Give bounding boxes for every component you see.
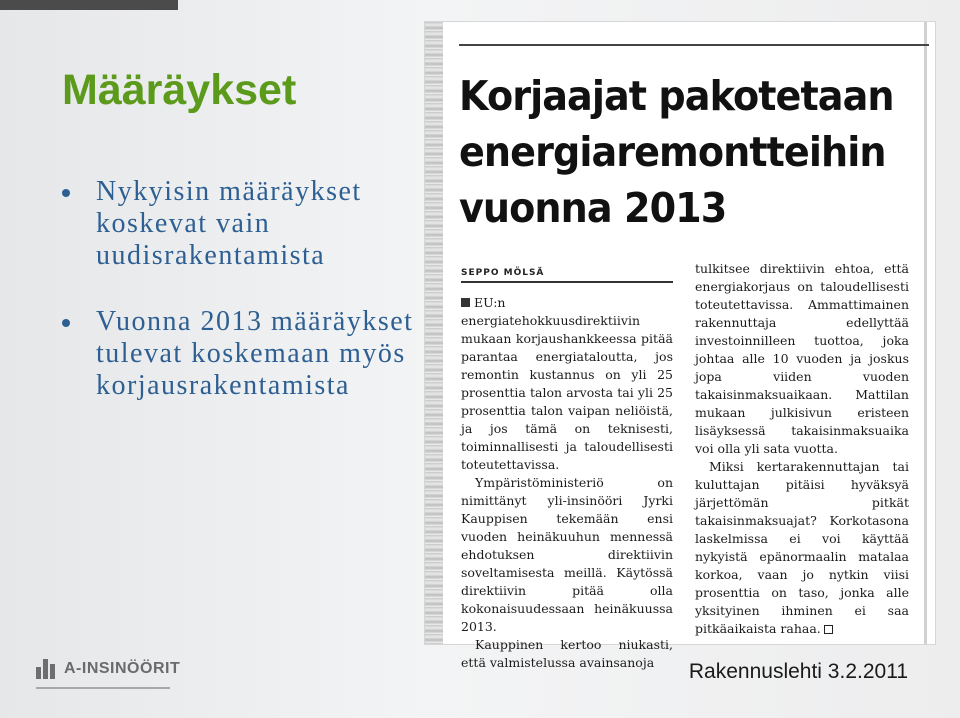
bullet-item xyxy=(62,176,422,272)
bullet-dot-icon xyxy=(62,319,70,327)
bullet-item xyxy=(62,306,422,402)
clipping-right-column xyxy=(695,260,909,638)
bullet-text: Vuonna 2013 määräykset tulevat koskemaan myös korjausrakentamista xyxy=(96,306,414,401)
clipping-top-rule xyxy=(459,44,929,46)
article-paragraph: tulkitsee direktiivin ehtoa, että energiakorjaus on taloudellisesti toteutettavissa. Ammattimainen rakennuttaja edellyttää investoinnilleen tuottoa, joka johtaa alle 10 vuoden ja joskus jopa viiden vuoden takaisinmaksuaikaan. Mattilan mukaan julkisivun eristeen lisäyksessä takaisinmaksuaika voi olla yli sata vuotta. xyxy=(695,261,909,456)
company-logo xyxy=(36,658,180,680)
logo-text: A-INSINÖÖRIT xyxy=(64,660,181,677)
top-accent-bar xyxy=(0,0,178,10)
clipping-headline: Korjaajat pakotetaan energiaremontteihin vuonna 2013 xyxy=(459,72,894,232)
scan-edge xyxy=(425,22,443,644)
footer-divider xyxy=(36,687,170,689)
source-citation: Rakennuslehti 3.2.2011 xyxy=(688,660,908,683)
article-paragraph: Kauppinen kertoo niukasti, että valmistelussa avainsanoja xyxy=(461,637,673,670)
bullet-list xyxy=(62,176,422,402)
article-paragraph: EU:n energiatehokkuusdirektiivin mukaan korjaushankkeessa pitää parantaa energiataloutta, jos remontin kustannus on yli 25 prosenttia talon arvosta tai yli 25 prosenttia talon vaipan neliöistä, ja jos tämä on teknisesti, toiminnallisesti ja taloudellisesti toteutettavissa. xyxy=(461,295,673,472)
clipping-left-column xyxy=(461,294,673,672)
article-end-icon xyxy=(824,625,833,634)
article-paragraph: Ympäristöministeriö on nimittänyt yli-insinööri Jyrki Kauppisen tekemään ensi vuoden heinäkuuhun mennessä ehdotuksen direktiivin soveltamisesta meillä. Käytössä direktiivin pitää olla kokonaisuudessaan heinäkuussa 2013. xyxy=(461,475,673,634)
slide-title: Määräykset xyxy=(62,66,297,114)
bullet-text: Nykyisin määräykset koskevat vain uudisrakentamista xyxy=(96,176,362,271)
scan-edge-right xyxy=(924,22,927,644)
newspaper-clipping xyxy=(425,22,935,670)
article-paragraph: Miksi kertarakennuttajan tai kuluttajan pitäisi hyväksyä järjettömän pitkät takaisinmaksuajat? Korkotasona laskelmissa ei voi käyttää nykyistä epänormaalin matalaa korkoa, vaan jo nytkin viisi prosenttia on taso, jonka alle yksityinen ihminen ei saa pitkäaikaista rahaa. xyxy=(695,459,909,636)
logo-bars-icon xyxy=(36,659,58,679)
clipping-author: SEPPO MÖLSÄ xyxy=(461,268,673,283)
bullet-dot-icon xyxy=(62,189,70,197)
paragraph-marker-icon xyxy=(461,298,470,307)
